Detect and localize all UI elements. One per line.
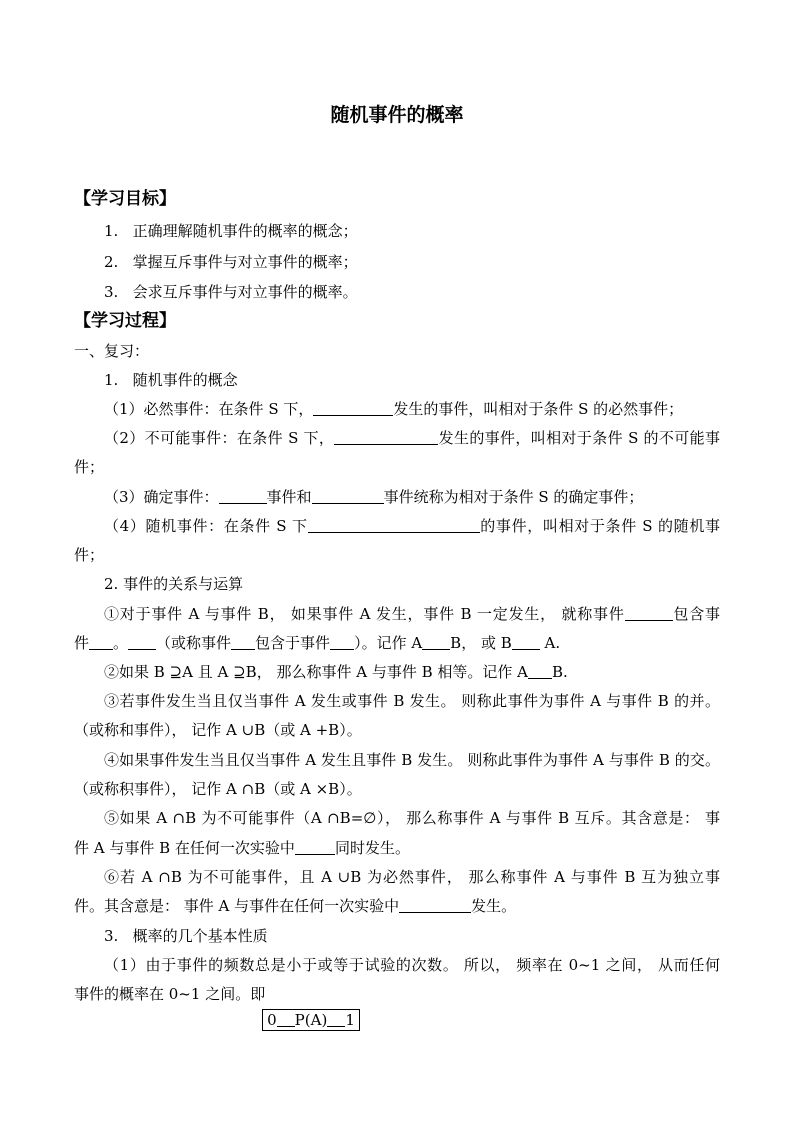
fill-blank[interactable] bbox=[219, 489, 267, 504]
relation-5: ⑤如果 A ∩B 为不可能事件（A ∩B=∅）， 那么称事件 A 与事件 B 互斥。其含意是： 事 bbox=[104, 809, 720, 827]
fill-blank[interactable] bbox=[312, 489, 384, 504]
text: ①对于事件 A 与事件 B， 如果事件 A 发生，事件 B 一定发生， 就称事件 bbox=[104, 605, 625, 623]
concept-random-event bbox=[104, 516, 720, 536]
text: ）。记作 A bbox=[354, 634, 423, 652]
fill-blank[interactable] bbox=[89, 635, 113, 650]
concept-random-event-cont: 件； bbox=[74, 546, 105, 564]
relation-2 bbox=[104, 662, 568, 682]
fill-blank[interactable] bbox=[625, 606, 673, 621]
fill-blank[interactable] bbox=[231, 635, 255, 650]
section-3-title bbox=[104, 926, 268, 946]
text: 事件和 bbox=[266, 488, 312, 506]
section-text: 随机事件的概念 bbox=[132, 371, 238, 389]
probability-range-formula bbox=[262, 1009, 360, 1031]
fill-blank[interactable] bbox=[334, 430, 438, 445]
relation-3: ③若事件发生当且仅当事件 A 发生或事件 B 发生。 则称此事件为事件 A 与事件 B 的并。 bbox=[104, 692, 720, 710]
fill-blank[interactable] bbox=[528, 664, 552, 679]
goal-text: 正确理解随机事件的概率的概念； bbox=[132, 222, 358, 240]
fill-blank[interactable] bbox=[422, 635, 450, 650]
fill-blank[interactable] bbox=[399, 898, 471, 913]
section-text: 概率的几个基本性质 bbox=[132, 927, 268, 945]
text: A. bbox=[544, 634, 561, 652]
fill-blank[interactable] bbox=[277, 1012, 295, 1027]
goal-number: 2. bbox=[104, 253, 119, 271]
goal-number: 3. bbox=[104, 283, 119, 301]
text: 包含于事件 bbox=[255, 634, 331, 652]
relation-1-cont bbox=[74, 633, 560, 653]
goal-item-3 bbox=[104, 282, 358, 302]
fill-blank[interactable] bbox=[308, 518, 480, 533]
goal-number: 1. bbox=[104, 222, 119, 240]
text: ②如果 B ⊇A 且 A ⊇B， 那么称事件 A 与事件 B 相等。记作 A bbox=[104, 663, 528, 681]
formula-mid: P(A) bbox=[294, 1011, 328, 1029]
text: 件 bbox=[74, 634, 90, 652]
text: 发生的事件，叫相对于条件 S 的不可能事 bbox=[438, 429, 720, 447]
section-2-title: 2. 事件的关系与运算 bbox=[104, 575, 244, 593]
text: 的事件，叫相对于条件 S 的随机事 bbox=[479, 517, 720, 535]
concept-impossible-event-cont: 件； bbox=[74, 458, 105, 476]
concept-certain-event bbox=[104, 399, 683, 419]
text: 。 bbox=[113, 634, 129, 652]
text: 包含事 bbox=[672, 605, 720, 623]
relation-6-cont bbox=[74, 896, 516, 916]
text: B. bbox=[552, 663, 568, 681]
text: 同时发生。 bbox=[334, 839, 410, 857]
goal-item-2 bbox=[104, 252, 358, 272]
text: （或称事件 bbox=[156, 634, 232, 652]
formula-left: 0 bbox=[267, 1011, 277, 1029]
goals-heading: 【学习目标】 bbox=[74, 189, 176, 209]
fill-blank[interactable] bbox=[313, 401, 393, 416]
fill-blank[interactable] bbox=[512, 635, 540, 650]
process-heading: 【学习过程】 bbox=[74, 311, 176, 331]
section-number: 1. bbox=[104, 371, 119, 389]
relation-5-cont bbox=[74, 838, 410, 858]
fill-blank[interactable] bbox=[327, 1012, 345, 1027]
section-number: 3. bbox=[104, 927, 119, 945]
concept-deterministic-event bbox=[104, 487, 643, 507]
goal-item-1 bbox=[104, 221, 358, 241]
text: 件 A 与事件 B 在任何一次实验中 bbox=[74, 839, 295, 857]
goal-text: 会求互斥事件与对立事件的概率。 bbox=[132, 283, 358, 301]
text: B， 或 B bbox=[450, 634, 512, 652]
text: （2）不可能事件：在条件 S 下， bbox=[104, 429, 335, 447]
text: 发生。 bbox=[471, 897, 517, 915]
concept-impossible-event bbox=[104, 428, 720, 448]
text: 发生的事件，叫相对于条件 S 的必然事件； bbox=[393, 400, 684, 418]
relation-4: ④如果事件发生当且仅当事件 A 发生且事件 B 发生。 则称此事件为事件 A 与事件 B 的交。 bbox=[104, 751, 720, 769]
property-1: （1）由于事件的频数总是小于或等于试验的次数。 所以， 频率在 0~1 之间， 从而任何 bbox=[104, 956, 720, 974]
section-1-title bbox=[104, 370, 238, 390]
goal-text: 掌握互斥事件与对立事件的概率； bbox=[132, 253, 358, 271]
text: （4）随机事件：在条件 S 下 bbox=[104, 517, 308, 535]
text: 件。其含意是： 事件 A 与事件在任何一次实验中 bbox=[74, 897, 400, 915]
fill-blank[interactable] bbox=[330, 635, 354, 650]
text: 事件统称为相对于条件 S 的确定事件； bbox=[383, 488, 644, 506]
relation-1 bbox=[104, 604, 720, 624]
relation-4-cont: （或称积事件）， 记作 A ∩B（或 A ×B）。 bbox=[74, 780, 362, 798]
text: （1）必然事件：在条件 S 下， bbox=[104, 400, 314, 418]
fill-blank[interactable] bbox=[295, 840, 335, 855]
review-heading: 一、复习： bbox=[74, 342, 150, 360]
formula-right: 1 bbox=[345, 1011, 355, 1029]
relation-6: ⑥若 A ∩B 为不可能事件，且 A ∪B 为必然事件， 那么称事件 A 与事件 B 互为独立事 bbox=[104, 868, 720, 886]
fill-blank[interactable] bbox=[128, 635, 156, 650]
text: （3）确定事件： bbox=[104, 488, 219, 506]
property-1-cont: 事件的概率在 0~1 之间。即 bbox=[74, 985, 266, 1003]
document-title: 随机事件的概率 bbox=[330, 104, 464, 126]
relation-3-cont: （或称和事件）， 记作 A ∪B（或 A +B）。 bbox=[74, 721, 362, 739]
